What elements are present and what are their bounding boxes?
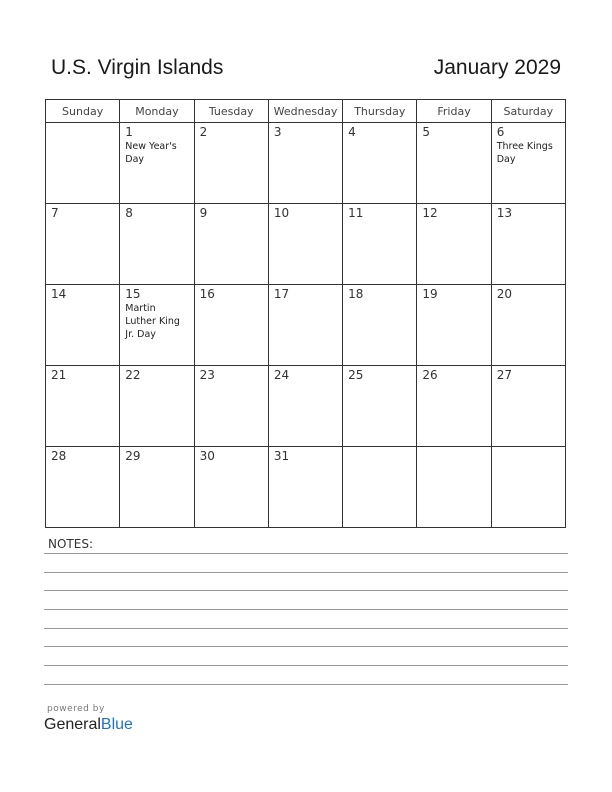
week-row — [46, 285, 566, 366]
day-cell — [194, 447, 268, 528]
month-title: January 2029 — [433, 56, 561, 79]
week-row — [46, 204, 566, 285]
day-cell — [120, 123, 194, 204]
note-line — [44, 646, 568, 647]
day-number: 26 — [422, 368, 438, 382]
day-cell — [46, 366, 120, 447]
day-number: 2 — [199, 125, 208, 139]
day-number: 4 — [348, 125, 356, 139]
day-cell — [417, 366, 491, 447]
day-number: 24 — [273, 368, 290, 382]
week-row — [46, 366, 566, 447]
day-cell — [417, 204, 491, 285]
day-cell — [194, 366, 268, 447]
day-cell — [268, 366, 342, 447]
brand-blue: Blue — [100, 716, 133, 733]
note-line — [44, 572, 568, 573]
day-cell — [417, 447, 491, 528]
day-number: 25 — [348, 368, 364, 382]
day-number: 20 — [496, 287, 512, 301]
day-number: 9 — [199, 206, 208, 220]
day-cell — [343, 366, 417, 447]
day-cell — [417, 123, 491, 204]
day-cell — [46, 204, 120, 285]
day-cell — [120, 204, 194, 285]
day-cell — [194, 285, 268, 366]
day-cell — [343, 447, 417, 528]
day-number: 31 — [273, 449, 290, 463]
weekday-header: Sunday — [46, 100, 120, 123]
day-cell — [268, 204, 342, 285]
note-line — [44, 609, 568, 610]
weekday-header: Monday — [120, 100, 194, 123]
week-row — [46, 123, 566, 204]
day-number: 27 — [496, 368, 512, 382]
day-number: 3 — [273, 125, 282, 139]
day-number: 7 — [51, 206, 59, 220]
weekday-header: Friday — [417, 100, 491, 123]
day-number: 8 — [125, 206, 133, 220]
day-number: 12 — [422, 206, 438, 220]
day-number: 15 — [125, 287, 141, 301]
notes-label: NOTES: — [48, 537, 93, 551]
note-line — [44, 665, 568, 666]
day-number: 23 — [199, 368, 215, 382]
day-cell — [46, 123, 120, 204]
day-number: 16 — [199, 287, 215, 301]
day-cell — [491, 447, 565, 528]
day-number: 13 — [496, 206, 512, 220]
day-cell — [343, 285, 417, 366]
calendar-grid — [45, 99, 566, 528]
day-cell — [343, 204, 417, 285]
weekday-header: Saturday — [491, 100, 565, 123]
day-number: 29 — [125, 449, 141, 463]
day-number: 30 — [199, 449, 215, 463]
weekday-header-row — [46, 100, 566, 123]
day-cell — [194, 204, 268, 285]
holiday-label: Martin Luther King Jr. Day — [125, 303, 180, 340]
country-title: U.S. Virgin Islands — [51, 56, 224, 79]
generalblue-logo — [44, 716, 133, 734]
day-cell — [120, 447, 194, 528]
day-number: 22 — [125, 368, 141, 382]
day-cell — [417, 285, 491, 366]
week-row — [46, 447, 566, 528]
day-cell — [120, 366, 194, 447]
day-cell — [491, 204, 565, 285]
day-cell — [491, 123, 565, 204]
day-number: 5 — [422, 125, 431, 139]
day-cell — [268, 285, 342, 366]
note-line — [44, 684, 568, 685]
holiday-label: Three Kings Day — [496, 141, 553, 165]
powered-by-text: powered by — [47, 704, 105, 714]
calendar-body — [46, 123, 566, 528]
note-line — [44, 590, 568, 591]
day-cell — [268, 123, 342, 204]
day-cell — [491, 285, 565, 366]
weekday-header: Wednesday — [268, 100, 342, 123]
day-cell — [268, 447, 342, 528]
weekday-header: Thursday — [343, 100, 417, 123]
holiday-label: New Year's Day — [125, 141, 177, 165]
day-number: 21 — [51, 368, 67, 382]
day-cell — [491, 366, 565, 447]
day-number: 18 — [348, 287, 364, 301]
day-number: 10 — [273, 206, 290, 220]
day-number: 1 — [125, 125, 133, 139]
day-cell — [194, 123, 268, 204]
weekday-header: Tuesday — [194, 100, 268, 123]
note-line — [44, 553, 568, 554]
day-number: 28 — [51, 449, 67, 463]
day-cell — [343, 123, 417, 204]
note-line — [44, 628, 568, 629]
day-number: 19 — [422, 287, 438, 301]
day-number: 14 — [51, 287, 67, 301]
day-cell — [46, 285, 120, 366]
day-cell — [120, 285, 194, 366]
day-number: 6 — [496, 125, 505, 139]
brand-general: General — [44, 716, 101, 733]
day-cell — [46, 447, 120, 528]
day-number: 11 — [348, 206, 364, 220]
day-number: 17 — [273, 287, 290, 301]
